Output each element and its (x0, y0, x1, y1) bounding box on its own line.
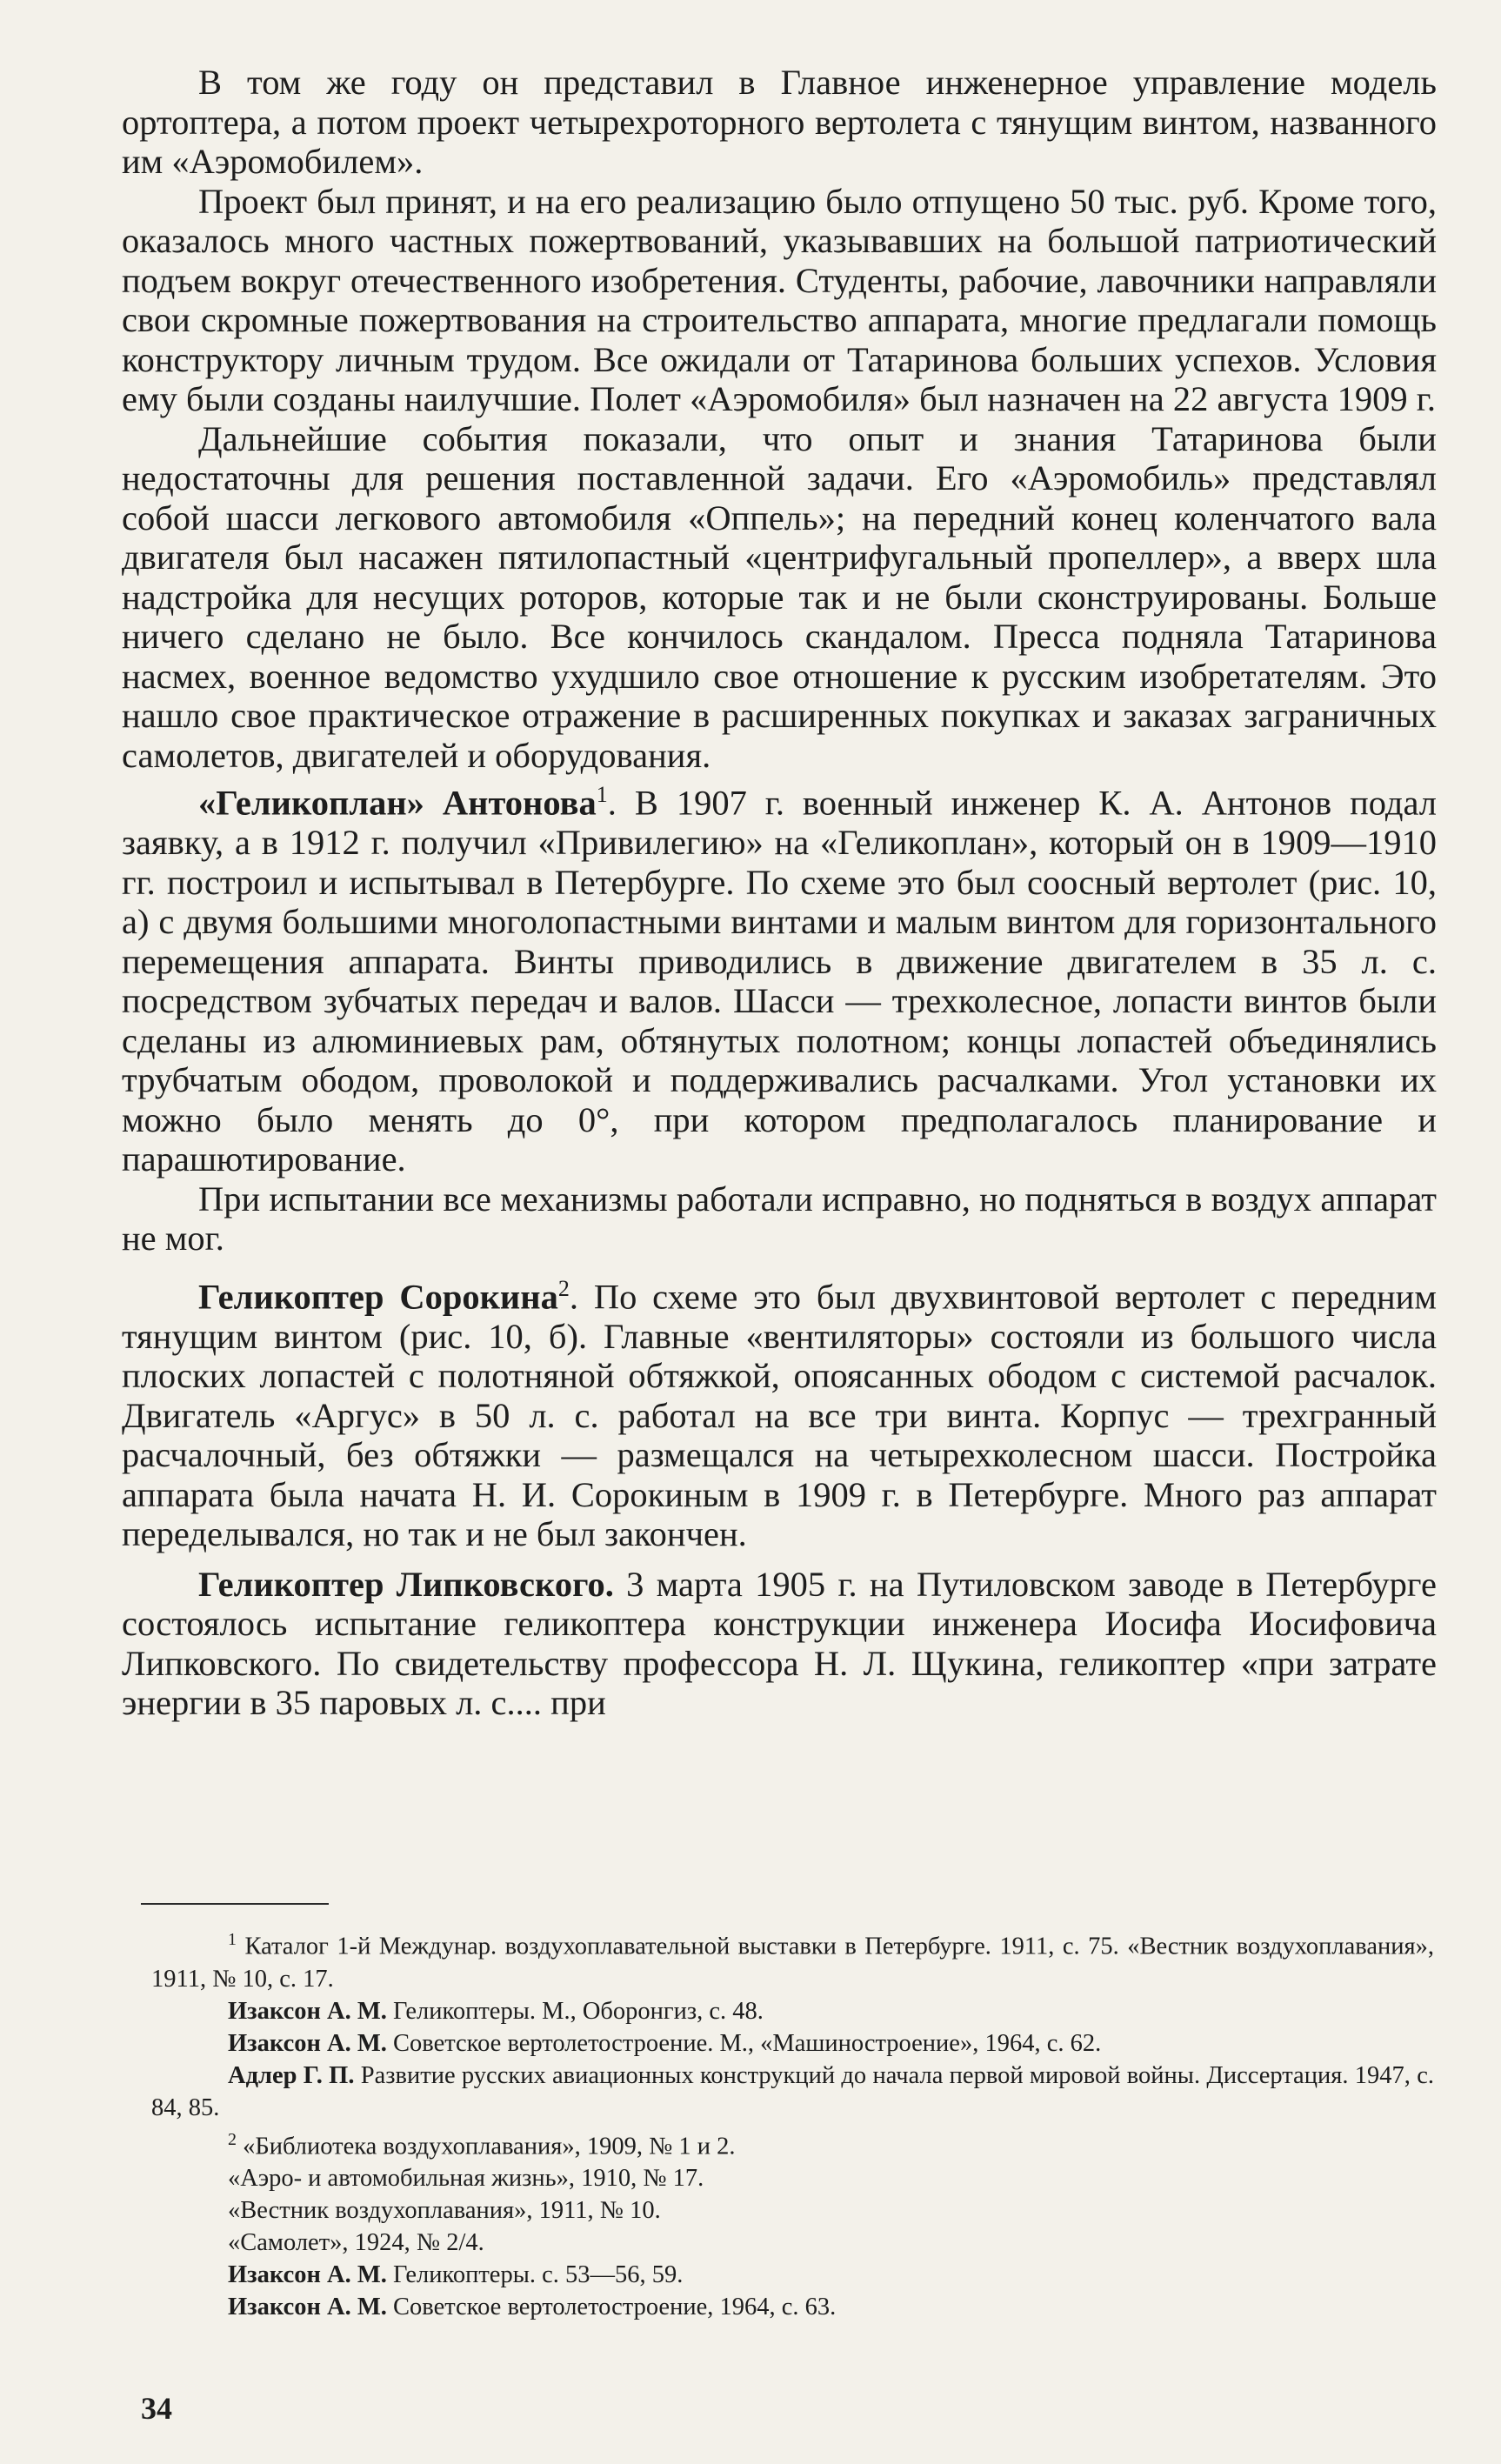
footnote-line (151, 1995, 1434, 2027)
footnote-mark: 2 (228, 2129, 237, 2149)
footnote-line (151, 2291, 1434, 2323)
footnote-text: Советское вертолетостроение, 1964, с. 63. (386, 2294, 837, 2320)
footnote-text: Геликоптеры. с. 53—56, 59. (386, 2261, 684, 2288)
footnotes (151, 1924, 1434, 2323)
paragraph: Дальнейшие события показали, что опыт и знания Татаринова были недостаточны для решения поставленной задачи. Его «Аэромобиль» представлял собой шасси легкового автомобиля «Оппель»; на передний конец коленчатого вала двигателя был насажен пятилопастный «центрифугальный пропеллер», а вверх шла надстройка для несущих роторов, которые так и не были сконструированы. Больше ничего сделано не было. Все кончилось скандалом. Пресса подняла Татаринова насмех, военное ведомство ухудшило свое отношение к русским изобретателям. Это нашло свое практическое отражение в расширенных покупках и заказах заграничных самолетов, двигателей и оборудования. (122, 418, 1437, 775)
footnote-line (151, 2259, 1434, 2291)
paragraph-text: . В 1907 г. военный инженер К. А. Антонов подал заявку, а в 1912 г. получил «Привилегию» на «Геликоплан», который он в 1909—1910 гг. построил и испытывал в Петербурге. По схеме это был соосный вертолет (рис. 10, а) с двумя большими многолопастными винтами и малым винтом для горизонтального перемещения аппарата. Винты приводились в движение двигателем в 35 л. с. посредством зубчатых передач и валов. Шасси — трехколесное, лопасти винтов были сделаны из алюминиевых рам, обтянутых полотном; концы лопастей объединялись трубчатым ободом, проволокой и поддерживались расчалками. Угол установки их можно было менять до 0°, при котором предполагалось планирование и парашютирование. (122, 783, 1437, 1179)
paragraph-antonov (122, 775, 1437, 1179)
section-heading: «Геликоплан» Антонова (198, 783, 597, 823)
section-heading: Геликоптер Сорокина (198, 1277, 558, 1316)
footnote-text: «Библиотека воздухоплавания», 1909, № 1 и 2. (237, 2133, 736, 2160)
section-heading: Геликоптер Липковского. (198, 1564, 614, 1604)
footnote-author: Изаксон А. М. (228, 2029, 387, 2057)
footnote-author: Изаксон А. М. (228, 1997, 387, 2025)
paragraph-lipkovsky (122, 1565, 1437, 1723)
main-text (122, 63, 1437, 1723)
footnote-1 (151, 1924, 1434, 1995)
paragraph-text: 3 марта 1905 г. на Путиловском заводе в Петербурге состоялось испытание геликоптера конструкции инженера Иосифа Иосифовича Липковского. По свидетельству профессора Н. Л. Щукина, геликоптер «при затрате энергии в 35 паровых л. с.... при (122, 1564, 1437, 1722)
footnote-line: «Аэро- и автомобильная жизнь», 1910, № 17. (228, 2165, 704, 2192)
footnote-ref: 1 (596, 782, 608, 807)
paragraph: При испытании все механизмы работали исправно, но подняться в воздух аппарат не мог. (122, 1179, 1437, 1258)
footnote-divider (141, 1903, 329, 1905)
paragraph-sorokin (122, 1269, 1437, 1554)
paragraph-text: . По схеме это был двухвинтовой вертолет с передним тянущим винтом (рис. 10, б). Главные «вентиляторы» состояли из большого числа плоских лопастей с полотняной обтяжкой, опоясанных ободом с системой расчалок. Двигатель «Аргус» в 50 л. с. работал на все три винта. Корпус — трехгранный расчалочный, без обтяжки — размещался на четырехколесном шасси. Постройка аппарата была начата Н. И. Сорокиным в 1909 г. в Петербурге. Много раз аппарат переделывался, но так и не был закончен. (122, 1277, 1437, 1553)
footnote-author: Изаксон А. М. (228, 2261, 387, 2288)
page-number: 34 (141, 2391, 172, 2426)
footnote-text: Геликоптеры. М., Оборонгиз, с. 48. (386, 1997, 764, 2025)
footnote-line: «Вестник воздухоплавания», 1911, № 10. (228, 2197, 661, 2224)
footnote-ref: 2 (557, 1275, 570, 1301)
footnote-author: Изаксон А. М. (228, 2294, 387, 2320)
footnote-2 (151, 2124, 1434, 2163)
paragraph: В том же году он представил в Главное инженерное управление модель ортоптера, а потом проект четырехроторного вертолета с тянущим винтом, названного им «Аэромобилем». (122, 63, 1437, 181)
footnote-author: Адлер Г. П. (228, 2061, 355, 2089)
footnote-text: Развитие русских авиационных конструкций до начала первой мировой войны. Диссертация. 1947, с. 84, 85. (151, 2061, 1434, 2121)
footnote-line (151, 2027, 1434, 2060)
paragraph: Проект был принят, и на его реализацию было отпущено 50 тыс. руб. Кроме того, оказалось много частных пожертвований, указывавших на большой патриотический подъем вокруг отечественного изобретения. Студенты, рабочие, лавочники направляли свои скромные пожертвования на строительство аппарата, многие предлагали помощь конструктору личным трудом. Все ожидали от Татаринова больших успехов. Условия ему были созданы наилучшие. Полет «Аэромобиля» был назначен на 22 августа 1909 г. (122, 181, 1437, 418)
footnote-text: Каталог 1-й Междунар. воздухоплавательной выставки в Петербурге. 1911, с. 75. «Вестник воздухоплавания», 1911, № 10, с. 17. (151, 1933, 1434, 1993)
footnote-line (151, 2060, 1434, 2124)
footnote-mark: 1 (228, 1930, 237, 1949)
footnote-text: Советское вертолетостроение. М., «Машиностроение», 1964, с. 62. (386, 2029, 1102, 2057)
footnote-line: «Самолет», 1924, № 2/4. (228, 2229, 484, 2256)
